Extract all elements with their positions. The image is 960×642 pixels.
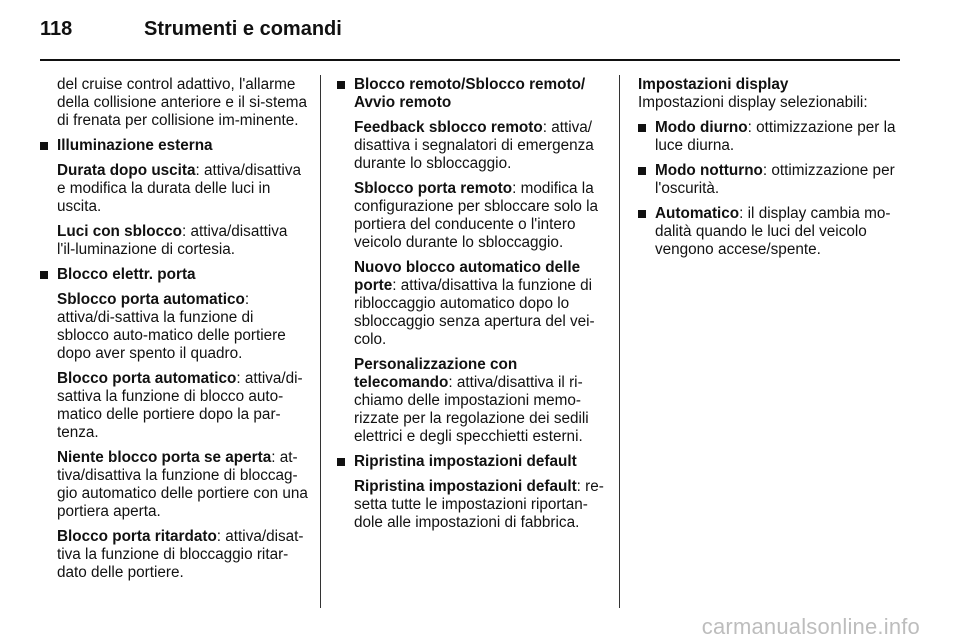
setting-item: Sblocco porta automatico: attiva/di-sattiva la funzione di sblocco auto-matico delle portiere dopo aver spento il quadro. xyxy=(57,291,286,362)
bullet-square-icon xyxy=(337,458,345,466)
bullet-square-icon xyxy=(638,124,646,132)
section-title: Impostazioni display xyxy=(638,76,789,93)
section-illuminazione xyxy=(40,137,308,259)
header-rule xyxy=(40,59,900,61)
section-title: Blocco elettr. porta xyxy=(57,266,196,283)
intro-text: del cruise control adattivo, l'allarme della collisione anteriore e il si-stema di frenata per collisione im-minente. xyxy=(57,76,307,129)
page-title: Strumenti e comandi xyxy=(144,18,342,40)
section-ripristina xyxy=(337,453,605,532)
bullet-square-icon xyxy=(337,81,345,89)
page-header xyxy=(40,18,900,58)
watermark: carmanualsonline.info xyxy=(701,614,920,639)
column-3 xyxy=(638,76,900,259)
section-title: Blocco remoto/Sblocco remoto/ Avvio remoto xyxy=(354,76,586,111)
setting-item: Blocco porta automatico: attiva/di-sattiva la funzione di blocco auto-matico delle portiere dopo la par-tenza. xyxy=(57,370,303,441)
setting-item: Ripristina impostazioni default: re-setta tutte le impostazioni riportan-dole alle impostazioni di fabbrica. xyxy=(354,478,604,531)
column-2 xyxy=(337,76,605,532)
column-divider xyxy=(320,75,321,608)
setting-item: Sblocco porta remoto: modifica la configurazione per sbloccare solo la portiera del conducente o l'intero veicolo durante lo sbloccaggio. xyxy=(354,180,599,251)
setting-item: Modo notturno: ottimizzazione per l'oscurità. xyxy=(638,162,900,198)
setting-item: Durata dopo uscita: attiva/disattiva e modifica la durata delle luci in uscita. xyxy=(57,162,301,215)
column-divider xyxy=(619,75,620,608)
section-blocco-porta xyxy=(40,266,308,582)
page-number: 118 xyxy=(40,18,73,40)
bullet-square-icon xyxy=(638,167,646,175)
setting-item: Personalizzazione con telecomando: attiva/disattiva il ri-chiamo delle impostazioni memo-rizzate per la regolazione dei sedili elettrici e degli specchietti esterni. xyxy=(354,356,589,445)
setting-item: Automatico: il display cambia mo-dalità quando le luci del veicolo vengono accese/spente. xyxy=(638,205,900,259)
setting-item: Niente blocco porta se aperta: at-tiva/disattiva la funzione di bloccag-gio automatico delle portiere con una portiera aperta. xyxy=(57,449,308,520)
section-title: Illuminazione esterna xyxy=(57,137,213,154)
column-1 xyxy=(40,76,308,582)
section-subtitle: Impostazioni display selezionabili: xyxy=(638,94,868,111)
section-blocco-remoto xyxy=(337,76,605,446)
setting-item: Luci con sblocco: attiva/disattiva l'il-luminazione di cortesia. xyxy=(57,223,288,258)
setting-item: Feedback sblocco remoto: attiva/ disattiva i segnalatori di emergenza durante lo sbloccaggio. xyxy=(354,119,594,172)
setting-item: Modo diurno: ottimizzazione per la luce diurna. xyxy=(638,119,900,155)
bullet-square-icon xyxy=(40,271,48,279)
setting-item: Blocco porta ritardato: attiva/disat-tiva la funzione di bloccaggio ritar-dato delle portiere. xyxy=(57,528,304,581)
bullet-square-icon xyxy=(40,142,48,150)
section-title: Ripristina impostazioni default xyxy=(354,453,577,470)
setting-item: Nuovo blocco automatico delle porte: attiva/disattiva la funzione di ribloccaggio automatico dopo lo sbloccaggio senza apertura del vei-colo. xyxy=(354,259,595,348)
bullet-square-icon xyxy=(638,210,646,218)
